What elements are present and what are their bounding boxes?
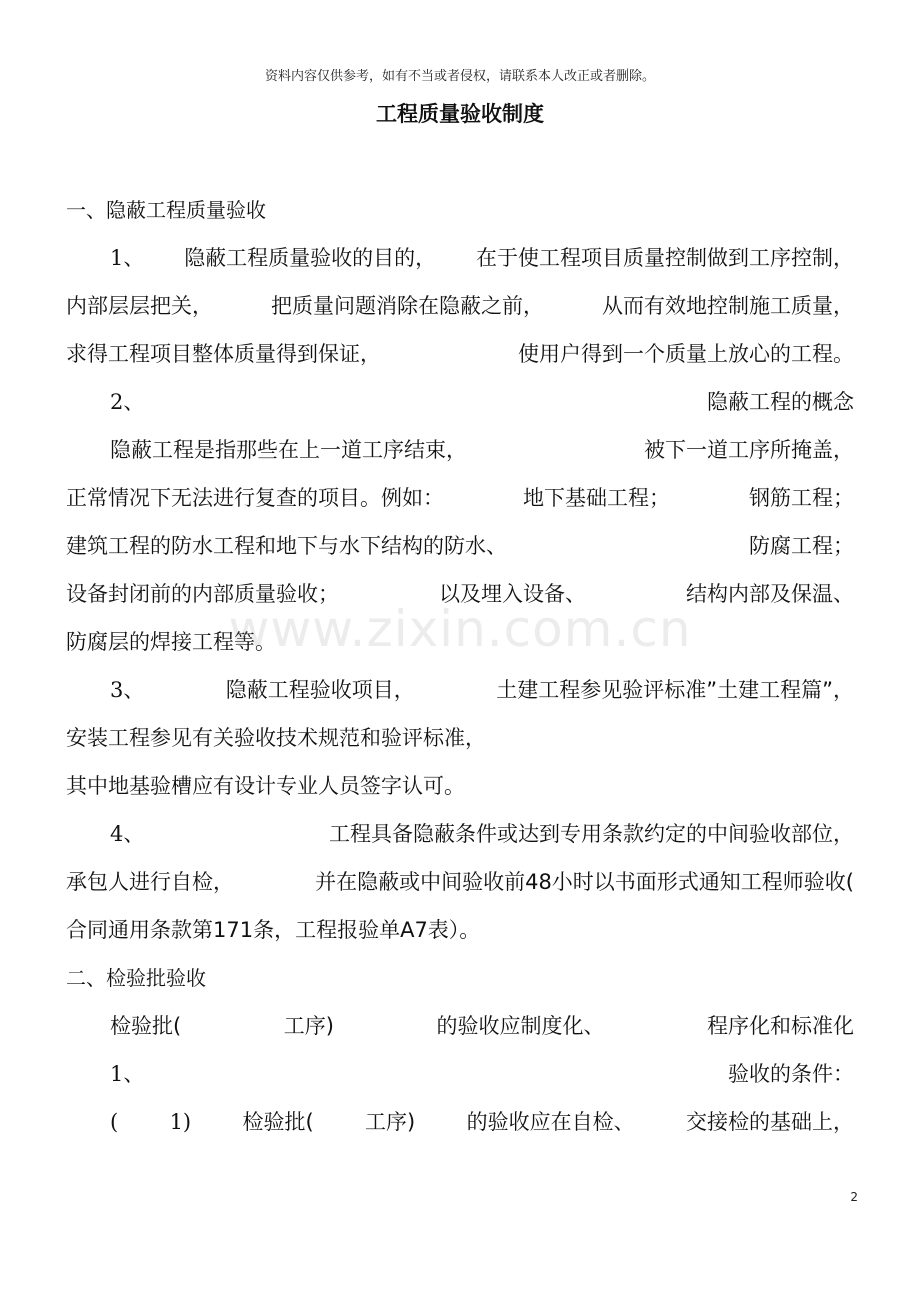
item-number: 1、 bbox=[110, 1062, 145, 1086]
paragraph-line bbox=[66, 914, 854, 946]
paragraph-line bbox=[110, 674, 854, 706]
text-segment: 承包人进行自检， bbox=[66, 870, 234, 894]
paragraph-line bbox=[110, 1106, 854, 1138]
text-segment: 工程具备隐蔽条件或达到专用条款约定的中间验收部位， bbox=[329, 822, 854, 846]
item-number: 2、 bbox=[110, 390, 145, 414]
text-segment: 被下一道工序所掩盖， bbox=[644, 438, 854, 462]
paragraph-line bbox=[66, 338, 854, 370]
text-segment: 隐蔽工程是指那些在上一道工序结束， bbox=[110, 438, 467, 462]
paragraph-line bbox=[66, 482, 854, 514]
text-segment: 把质量问题消除在隐蔽之前， bbox=[271, 294, 544, 318]
paragraph-line bbox=[66, 530, 854, 562]
text-segment: 检验批( bbox=[242, 1110, 314, 1134]
paragraph-line bbox=[66, 866, 854, 898]
text-segment: 结构内部及保温、 bbox=[686, 582, 854, 606]
text-segment: 的验收应制度化、 bbox=[436, 1014, 605, 1038]
text-segment: 工序) bbox=[283, 1014, 334, 1038]
text-segment: 地下基础工程； bbox=[523, 486, 670, 510]
text-segment: 程序化和标准化 bbox=[707, 1014, 854, 1038]
text-segment: 求得工程项目整体质量得到保证， bbox=[66, 342, 381, 366]
item-title: 隐蔽工程的概念 bbox=[707, 390, 854, 414]
text-segment: 的验收应在自检、 bbox=[466, 1110, 635, 1134]
text-segment: 其中地基验槽应有设计专业人员签字认可。 bbox=[66, 774, 465, 798]
disclaimer-notice: 资料内容仅供参考，如有不当或者侵权，请联系本人改正或者删除。 bbox=[264, 69, 655, 84]
paragraph-line bbox=[110, 242, 854, 274]
text-segment: 使用户得到一个质量上放心的工程。 bbox=[518, 342, 854, 366]
text-segment: 设备封闭前的内部质量验收； bbox=[66, 582, 339, 606]
section-heading-2 bbox=[66, 962, 854, 994]
paragraph-line bbox=[110, 1010, 854, 1042]
text-segment: 交接检的基础上， bbox=[685, 1110, 854, 1134]
text-segment: 内部层层把关， bbox=[66, 294, 213, 318]
item-number: 1、 bbox=[110, 246, 145, 270]
paragraph-line bbox=[110, 1058, 854, 1090]
section-heading-text: 二、检验批验收 bbox=[66, 966, 206, 990]
document-title: 工程质量验收制度 bbox=[376, 102, 544, 126]
text-segment: 建筑工程的防水工程和地下与水下结构的防水、 bbox=[66, 534, 507, 558]
paragraph-line bbox=[110, 818, 854, 850]
paren-open: ( bbox=[110, 1110, 119, 1134]
text-segment: 防腐层的焊接工程等。 bbox=[66, 630, 276, 654]
text-segment: 从而有效地控制施工质量， bbox=[602, 294, 854, 318]
section-heading-1 bbox=[66, 194, 854, 226]
paragraph-line bbox=[110, 386, 854, 418]
item-number: 4、 bbox=[110, 822, 145, 846]
text-segment: 正常情况下无法进行复查的项目。例如： bbox=[66, 486, 444, 510]
text-segment: 防腐工程； bbox=[749, 534, 854, 558]
text-segment: 土建工程参见验评标准”土建工程篇”， bbox=[496, 678, 854, 702]
paragraph-line bbox=[66, 290, 854, 322]
paragraph-line bbox=[66, 770, 854, 802]
paragraph-line bbox=[66, 722, 854, 754]
section-heading-text: 一、隐蔽工程质量验收 bbox=[66, 198, 266, 222]
text-segment: 隐蔽工程验收项目， bbox=[225, 678, 415, 702]
text-segment: 合同通用条款第171条，工程报验单A7表）。 bbox=[66, 918, 481, 942]
text-segment: 并在隐蔽或中间验收前48小时以书面形式通知工程师验收( bbox=[315, 870, 854, 894]
page-number: 2 bbox=[850, 1190, 858, 1204]
text-segment: 在于使工程项目质量控制做到工序控制， bbox=[476, 246, 854, 270]
paragraph-line bbox=[110, 434, 854, 466]
watermark: www.zixin.com.cn bbox=[228, 600, 692, 658]
text-segment: 工序) bbox=[365, 1110, 416, 1134]
item-number: 3、 bbox=[110, 678, 145, 702]
item-title: 验收的条件： bbox=[728, 1062, 854, 1086]
text-segment: 钢筋工程； bbox=[749, 486, 854, 510]
item-number: 1) bbox=[169, 1110, 192, 1134]
text-segment: 隐蔽工程质量验收的目的， bbox=[184, 246, 437, 270]
text-segment: 以及埋入设备、 bbox=[439, 582, 586, 606]
text-segment: 安装工程参见有关验收技术规范和验评标准， bbox=[66, 726, 486, 750]
text-segment: 检验批( bbox=[110, 1014, 182, 1038]
